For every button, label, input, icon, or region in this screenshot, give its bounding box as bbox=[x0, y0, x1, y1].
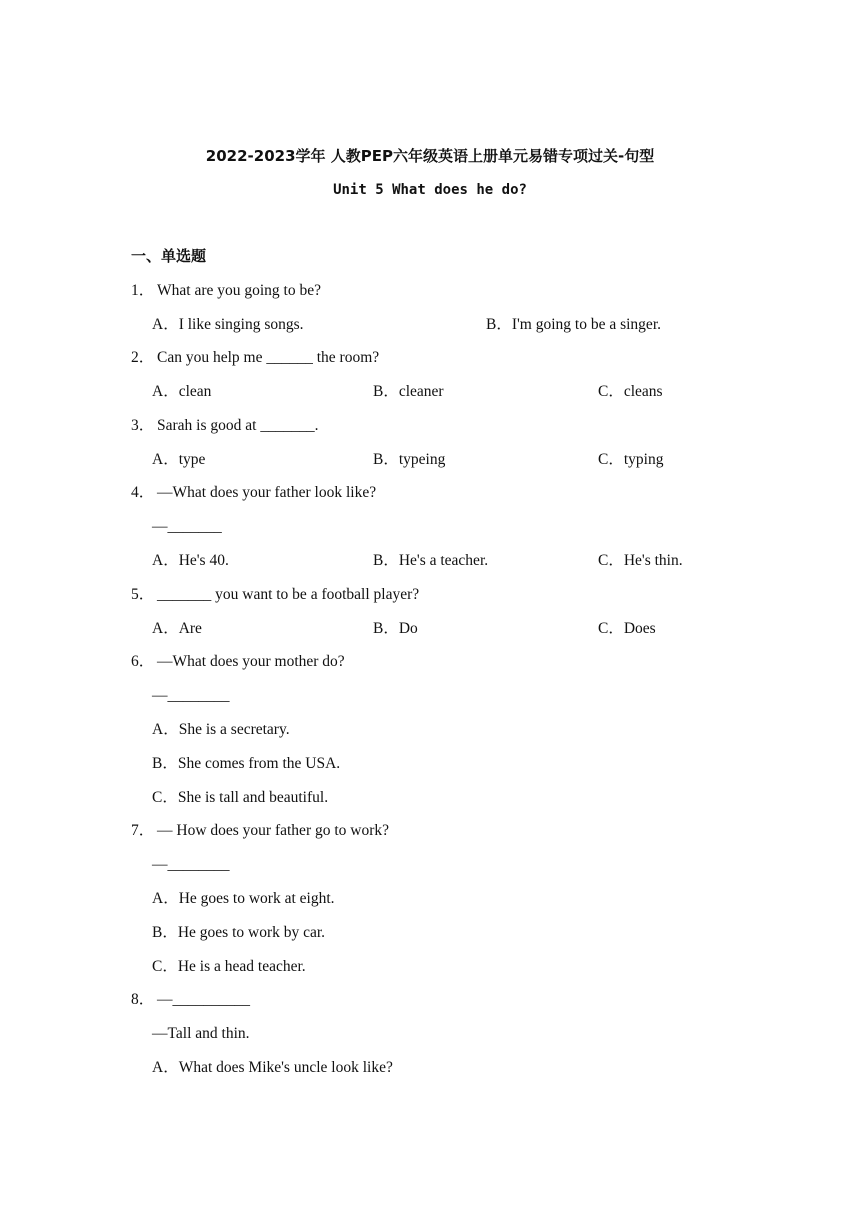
question-number: 8． bbox=[131, 991, 155, 1008]
question-number: 7． bbox=[131, 822, 155, 839]
document-title: 2022-2023学年 人教PEP六年级英语上册单元易错专项过关-句型 bbox=[205, 147, 655, 165]
document-subtitle: Unit 5 What does he do? bbox=[333, 182, 527, 198]
question-2 bbox=[131, 348, 379, 368]
question-stem: Sarah is good at _______. bbox=[157, 417, 319, 434]
option-b: B．He's a teacher. bbox=[373, 552, 489, 569]
option-b: B．Do bbox=[373, 620, 418, 637]
option-a: A．I like singing songs. bbox=[152, 316, 304, 333]
option-c: C．Does bbox=[598, 620, 656, 637]
question-stem: What are you going to be? bbox=[157, 282, 321, 299]
option-a: A．What does Mike's uncle look like? bbox=[152, 1059, 393, 1076]
option-a: A．She is a secretary. bbox=[152, 721, 290, 738]
question-number: 3． bbox=[131, 417, 155, 434]
answer-line: —Tall and thin. bbox=[152, 1025, 250, 1042]
question-number: 4． bbox=[131, 484, 155, 501]
question-5 bbox=[131, 585, 419, 605]
question-8 bbox=[131, 990, 250, 1010]
question-number: 1． bbox=[131, 282, 155, 299]
option-b: B．He goes to work by car. bbox=[152, 924, 326, 941]
question-4 bbox=[131, 483, 376, 503]
option-c: C．cleans bbox=[598, 383, 663, 400]
option-c: C．He is a head teacher. bbox=[152, 958, 306, 975]
question-stem: —__________ bbox=[157, 991, 250, 1008]
question-stem: Can you help me ______ the room? bbox=[157, 349, 380, 366]
question-number: 2． bbox=[131, 349, 155, 366]
option-c: C．She is tall and beautiful. bbox=[152, 789, 329, 806]
option-c: C．typing bbox=[598, 451, 664, 468]
option-b: B．typeing bbox=[373, 451, 446, 468]
question-7 bbox=[131, 821, 389, 841]
option-b: B．She comes from the USA. bbox=[152, 755, 341, 772]
option-a: A．clean bbox=[152, 383, 212, 400]
question-stem: — How does your father go to work? bbox=[157, 822, 390, 839]
option-a: A．He's 40. bbox=[152, 552, 229, 569]
question-stem: —What does your father look like? bbox=[157, 484, 377, 501]
question-6 bbox=[131, 652, 345, 672]
option-b: B．I'm going to be a singer. bbox=[486, 316, 661, 333]
question-1 bbox=[131, 281, 321, 301]
answer-line: —_______ bbox=[152, 518, 222, 535]
answer-line: —________ bbox=[152, 687, 230, 704]
option-b: B．cleaner bbox=[373, 383, 444, 400]
section-heading: 一、单选题 bbox=[131, 247, 207, 265]
option-a: A．Are bbox=[152, 620, 202, 637]
question-number: 6． bbox=[131, 653, 155, 670]
question-stem: —What does your mother do? bbox=[157, 653, 345, 670]
option-c: C．He's thin. bbox=[598, 552, 683, 569]
question-number: 5． bbox=[131, 586, 155, 603]
question-stem: _______ you want to be a football player? bbox=[157, 586, 420, 603]
option-a: A．type bbox=[152, 451, 206, 468]
answer-line: —________ bbox=[152, 856, 230, 873]
question-3 bbox=[131, 416, 318, 436]
option-a: A．He goes to work at eight. bbox=[152, 890, 335, 907]
